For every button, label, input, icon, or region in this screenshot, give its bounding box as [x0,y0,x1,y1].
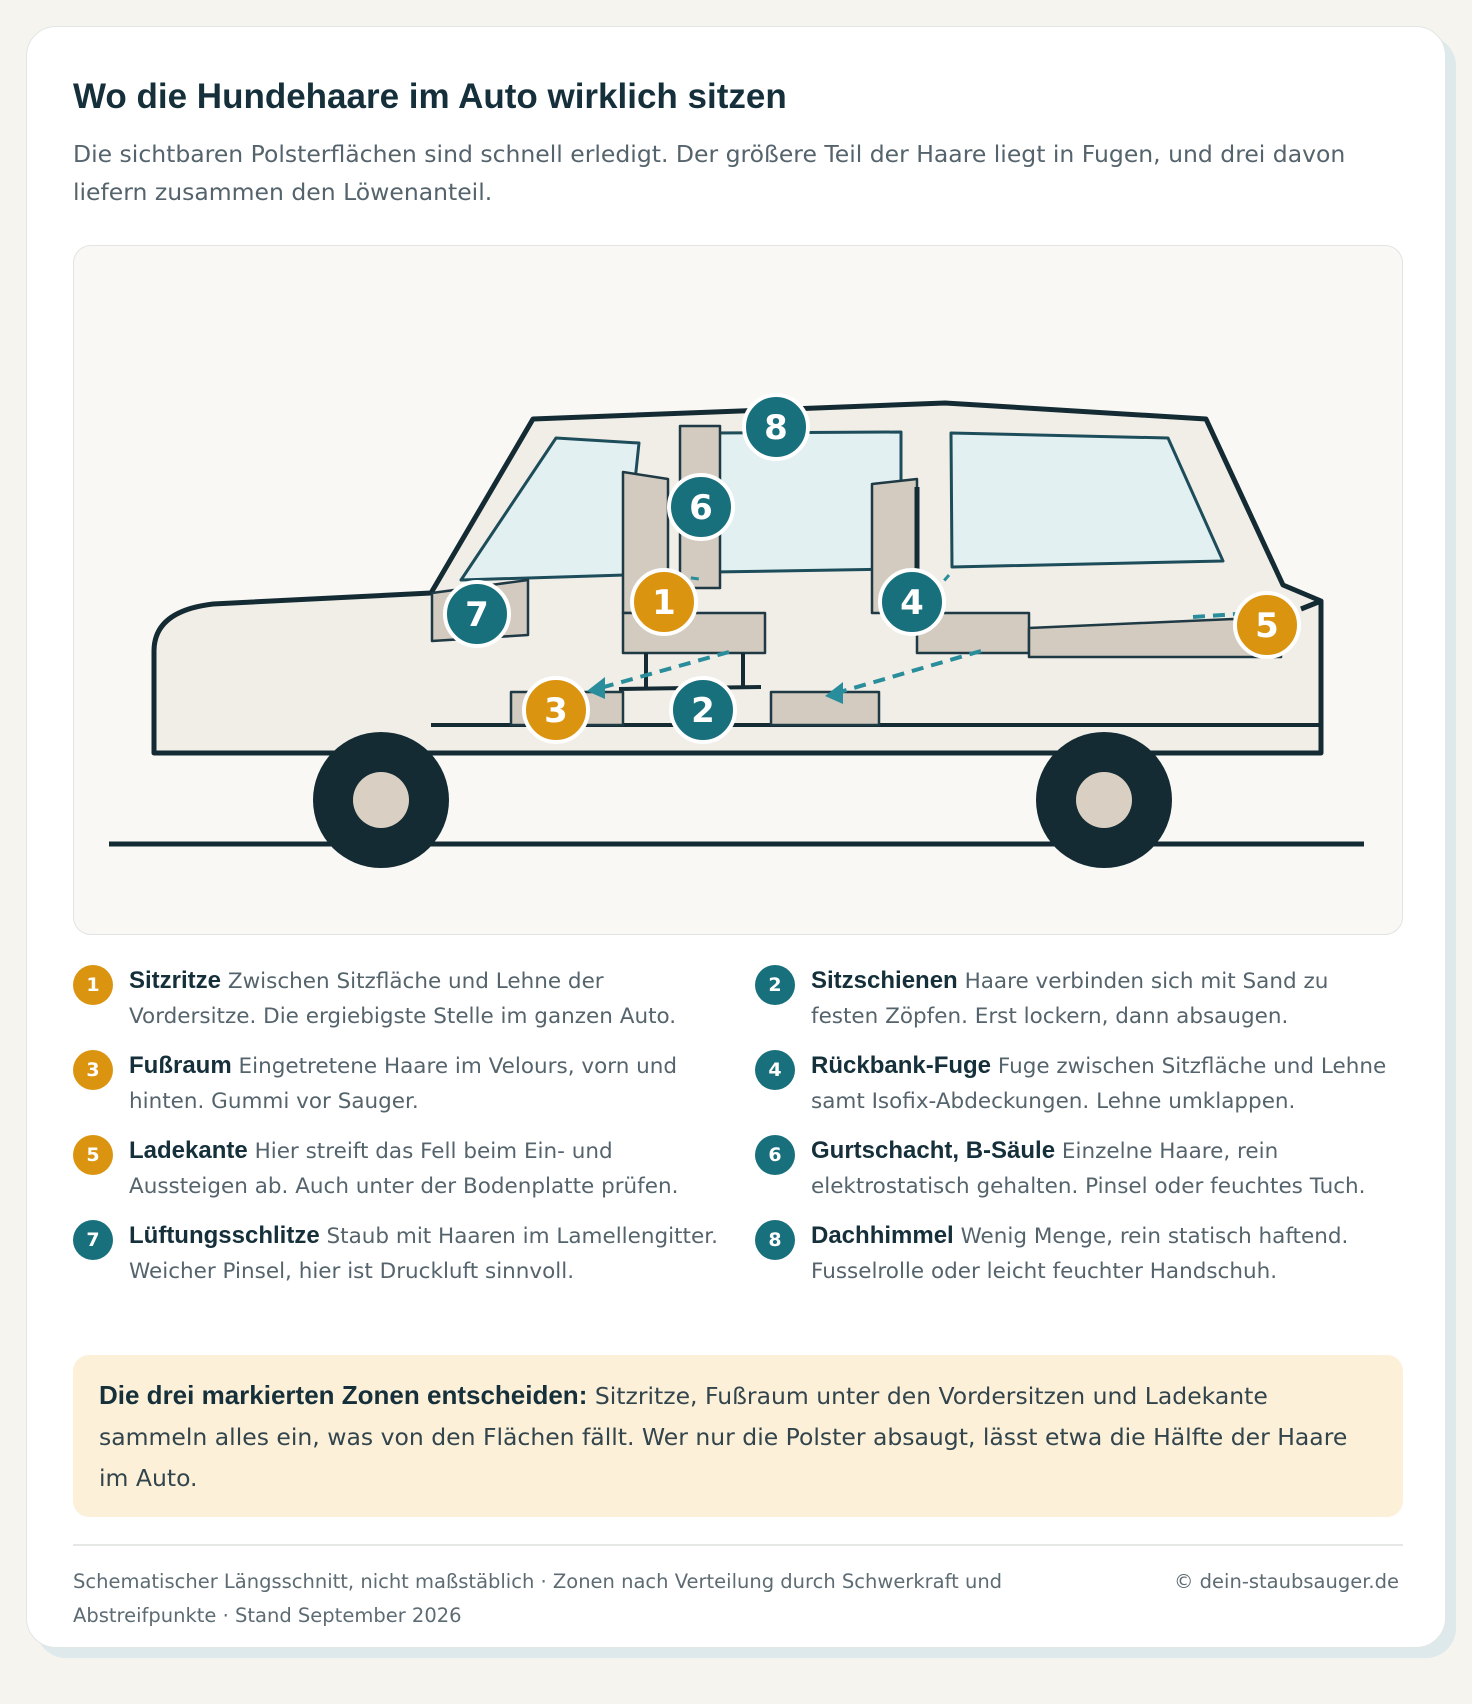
page-title: Wo die Hundehaare im Auto wirklich sitzen [73,77,787,116]
page-subtitle: Die sichtbaren Polsterflächen sind schnell erledigt. Der größere Teil der Haare liegt in Fugen, und drei davon liefern zusammen den Löwenanteil. [73,140,1346,206]
zone-badge: 3 [73,1050,113,1090]
zone-name: Rückbank-Fuge [811,1052,992,1079]
svg-text:7: 7 [465,595,489,635]
zone-description: Haare verbinden sich mit Sand zu festen Zöpfen. Erst lockern, dann absaugen. [811,969,1329,1029]
zone-badge: 5 [73,1135,113,1175]
svg-text:2: 2 [691,691,715,731]
footer-divider [73,1544,1403,1546]
zone-name: Lüftungsschlitze [129,1222,320,1249]
zone-name: Fußraum [129,1052,232,1079]
zone-name: Ladekante [129,1137,248,1164]
callout-body: Sitzritze, Fußraum unter den Vordersitzen und Ladekante sammeln alles ein, was von den Flächen fällt. Wer nur die Polster absaugt, lässt etwa die Hälfte der Haare im Auto. [99,1382,1348,1492]
zone-badge: 4 [755,1050,795,1090]
zone-description: Fuge zwischen Sitzfläche und Lehne samt Isofix-Abdeckungen. Lehne umklappen. [811,1054,1387,1114]
zone-name: Sitzschienen [811,967,958,994]
legend-item-text [811,1048,1401,1119]
legend-item-text [129,1048,719,1119]
zone-description: Hier streift das Fell beim Ein- und Aussteigen ab. Auch unter der Bodenplatte prüfen. [129,1139,679,1199]
car-diagram-panel [73,245,1403,935]
svg-text:3: 3 [544,691,568,731]
zone-description: Wenig Menge, rein statisch haftend. Fusselrolle oder leicht feuchter Handschuh. [811,1224,1349,1284]
svg-text:1: 1 [652,583,676,623]
zone-description: Staub mit Haaren im Lamellengitter. Weicher Pinsel, hier ist Druckluft sinnvoll. [129,1224,718,1284]
legend-item-text [129,1133,719,1204]
source-credit: © dein-staubsauger.de [1173,1570,1399,1593]
zone-name: Gurtschacht, B-Säule [811,1137,1056,1164]
infographic-card [26,26,1446,1648]
svg-text:6: 6 [689,488,713,528]
footnote: Schematischer Längsschnitt, nicht maßstäblich · Zonen nach Verteilung durch Schwerkraft und Abstreifpunkte · Stand September 2026 [73,1570,1003,1627]
zone-badge: 8 [755,1220,795,1260]
svg-text:5: 5 [1255,606,1279,646]
marker-3 [524,678,588,742]
callout-lead: Die drei markierten Zonen entscheiden: [99,1380,588,1410]
marker-5 [1235,593,1299,657]
marker-2 [671,678,735,742]
zone-badge: 1 [73,965,113,1005]
zone-name: Sitzritze [129,967,222,994]
zone-description: Einzelne Haare, rein elektrostatisch gehalten. Pinsel oder feuchtes Tuch. [811,1139,1366,1199]
legend-item-text [811,1133,1401,1204]
marker-4 [880,570,944,634]
callout-text [99,1375,1377,1499]
legend-item-text [811,1218,1401,1289]
svg-text:4: 4 [900,583,924,623]
marker-6 [669,475,733,539]
zone-description: Eingetretene Haare im Velours, vorn und hinten. Gummi vor Sauger. [129,1054,678,1114]
zone-description: Zwischen Sitzfläche und Lehne der Vordersitze. Die ergiebigste Stelle im ganzen Auto. [129,969,677,1029]
legend-item-text [129,963,719,1034]
marker-8 [744,395,808,459]
svg-text:8: 8 [764,408,788,448]
zone-name: Dachhimmel [811,1222,954,1249]
legend-item-text [811,963,1401,1034]
marker-7 [445,582,509,646]
zone-badge: 6 [755,1135,795,1175]
key-insight-callout [73,1355,1403,1517]
zone-badge: 2 [755,965,795,1005]
zone-legend [73,963,1413,1323]
rear-footwell [771,692,879,725]
legend-item-text [129,1218,719,1289]
marker-1 [632,570,696,634]
car-cross-section-diagram [73,245,1403,935]
zone-badge: 7 [73,1220,113,1260]
